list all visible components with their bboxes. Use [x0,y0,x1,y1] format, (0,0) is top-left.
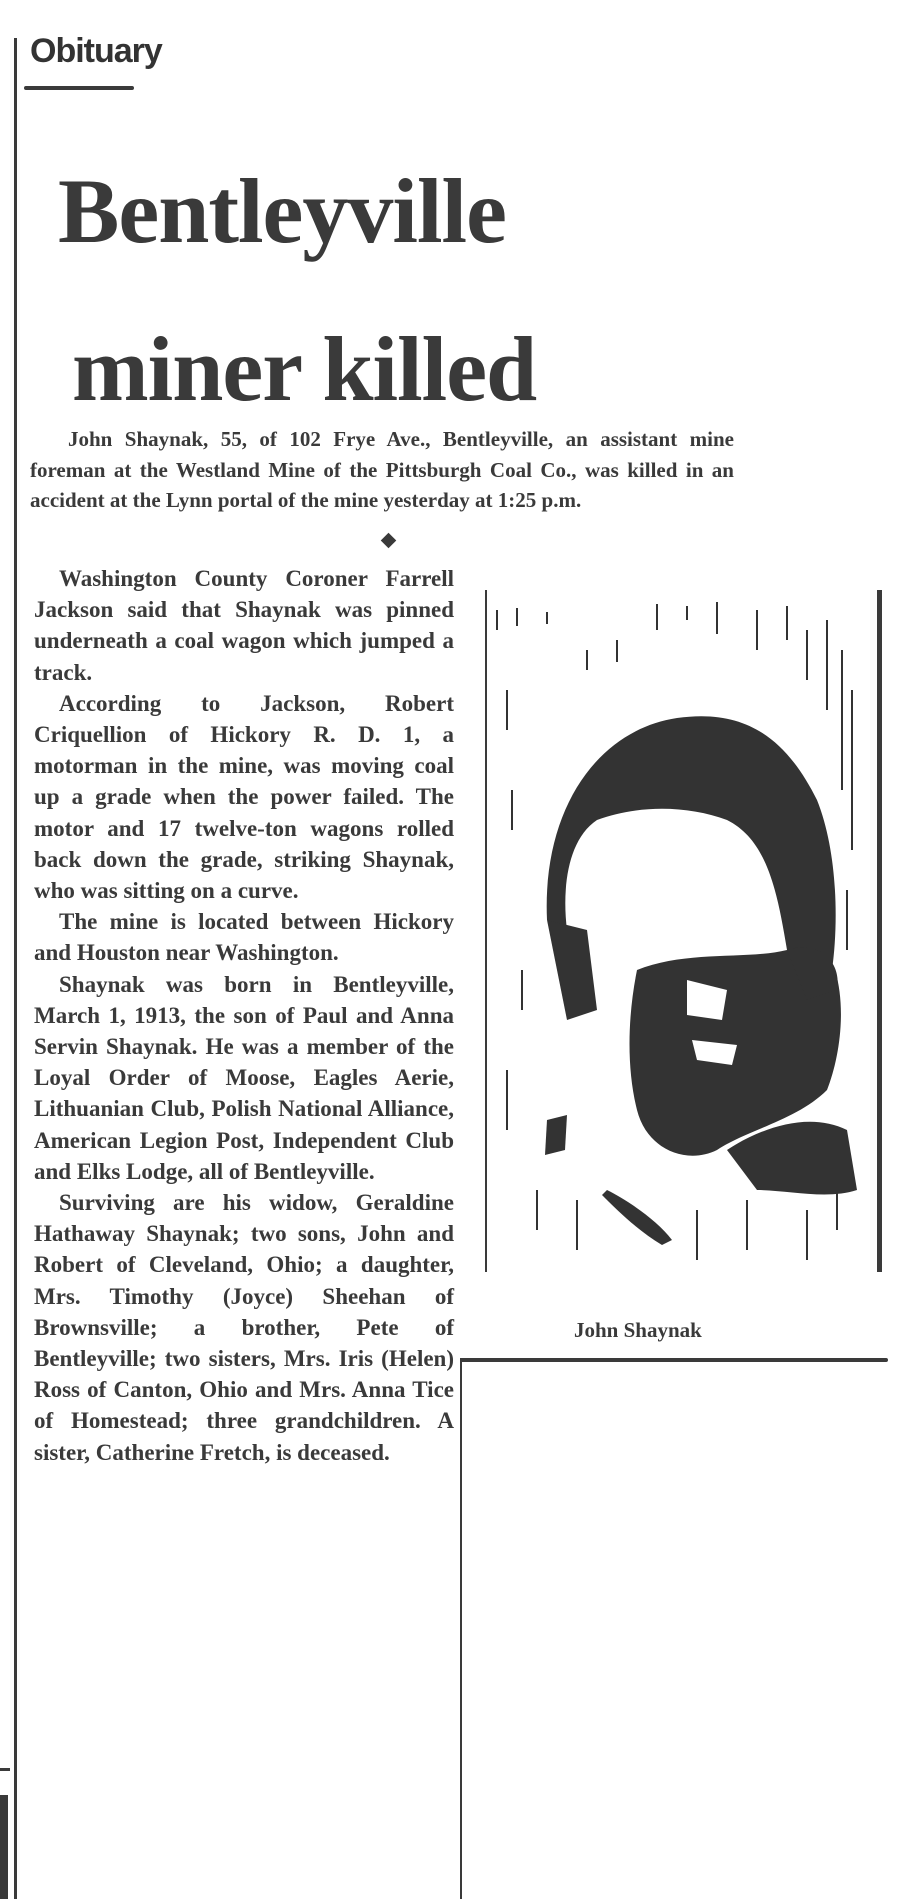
body-paragraph: Surviving are his widow, Geraldine Hathaway Shaynak; two sons, John and Robert of Cleveland, Ohio; a daughter, Mrs. Timothy (Joyce) Sheehan of Brownsville; a brother, Pete of Bentleyville; two sisters, Mrs. Iris (Helen) Ross of Canton, Ohio and Mrs. Anna Tice of Homestead; three grandchildren. A sister, Catherine Fretch, is deceased. [34,1190,454,1465]
body-paragraph: Shaynak was born in Bentleyville, March 1, 1913, the son of Paul and Anna Servin Shaynak. He was a member of the Loyal Order of Moose, Eagles Aerie, Lithuanian Club, Polish National Alliance, American Legion Post, Independent Club and Elks Lodge, all of Bentleyville. [34,971,454,1184]
headline-line-2: miner killed [72,318,537,420]
body-paragraph: Washington County Coroner Farrell Jackson said that Shaynak was pinned underneath a coal wagon which jumped a track. [34,566,454,685]
portrait-halftone-icon [487,590,877,1272]
body-paragraph: The mine is located between Hickory and Houston near Washington. [34,909,454,966]
lede-paragraph [30,424,734,516]
photo-caption: John Shaynak [574,1318,702,1342]
headline-line-1: Bentleyville [58,160,506,262]
edge-mark [0,1768,10,1771]
column-rule-right [460,1358,462,1899]
article-body-column [34,563,454,1468]
caption-rule [460,1358,888,1362]
headline [58,132,536,448]
body-paragraph: According to Jackson, Robert Criquellion of Hickory R. D. 1, a motorman in the mine, was moving coal up a grade when the power failed. The motor and 17 twelve-ton wagons rolled back down the grade, striking Shaynak, who was sitting on a curve. [34,690,454,904]
portrait-photo [485,590,882,1272]
diamond-ornament-icon [381,533,397,549]
edge-mark-bar [0,1795,8,1899]
lede-text: John Shaynak, 55, of 102 Frye Ave., Bentleyville, an assistant mine foreman at the Westland Mine of the Pittsburgh Coal Co., was killed in an accident at the Lynn portal of the mine yesterday at 1:25 p.m. [30,427,734,512]
column-rule-left [14,38,17,1899]
section-kicker: Obituary [30,32,162,70]
kicker-underline [24,86,134,90]
